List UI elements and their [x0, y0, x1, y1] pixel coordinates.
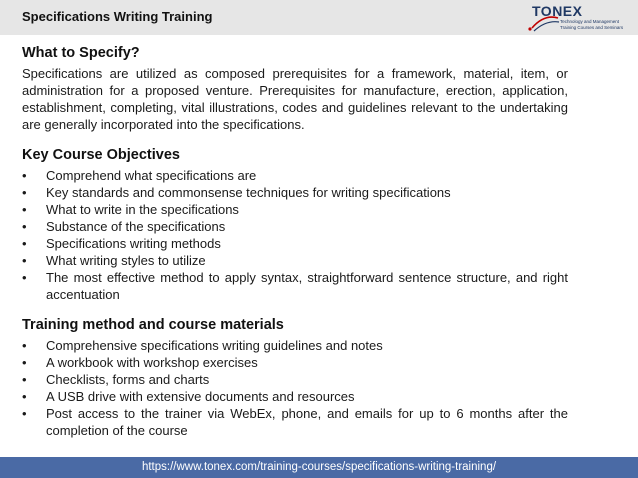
- list-item: [22, 371, 568, 388]
- section-body-what-to-specify: Specifications are utilized as composed prerequisites for a framework, material, item, or administration for a proposed venture. Prerequisites for manufacture, erection, application, establishment, completing, vital illustrations, codes and guidelines relevant to the undertaking are generally incorporated into the specifications.: [22, 66, 568, 132]
- list-item: [22, 218, 568, 235]
- list-item-text: Post access to the trainer via WebEx, phone, and emails for up to 6 months after the completion of the course: [46, 406, 568, 438]
- header-bar: [0, 0, 638, 35]
- section-heading-what-to-specify: What to Specify?: [22, 45, 140, 61]
- bullet-icon: •: [22, 270, 27, 285]
- objectives-list: [22, 167, 568, 303]
- list-item: [22, 167, 568, 184]
- list-item-text: Specifications writing methods: [46, 236, 221, 251]
- section-heading-materials: Training method and course materials: [22, 317, 284, 333]
- bullet-icon: •: [22, 338, 27, 353]
- logo-tagline-1: Technology and Management: [560, 19, 620, 24]
- bullet-icon: •: [22, 355, 27, 370]
- list-item: [22, 184, 568, 201]
- list-item: [22, 337, 568, 354]
- section-heading-objectives: Key Course Objectives: [22, 147, 180, 163]
- list-item-text: Checklists, forms and charts: [46, 372, 210, 387]
- list-item: [22, 354, 568, 371]
- logo-tagline-2: Training Courses and Seminars: [560, 25, 624, 30]
- logo-name: TONEX: [532, 3, 583, 19]
- bullet-icon: •: [22, 372, 27, 387]
- section-objectives: [22, 146, 568, 303]
- list-item: [22, 252, 568, 269]
- bullet-icon: •: [22, 168, 27, 183]
- list-item: [22, 405, 568, 439]
- bullet-icon: •: [22, 202, 27, 217]
- list-item-text: Substance of the specifications: [46, 219, 226, 234]
- list-item: [22, 269, 568, 303]
- page-title: Specifications Writing Training: [22, 9, 213, 24]
- list-item-text: Comprehend what specifications are: [46, 168, 257, 183]
- list-item-text: What to write in the specifications: [46, 202, 239, 217]
- bullet-icon: •: [22, 406, 27, 421]
- bullet-icon: •: [22, 389, 27, 404]
- list-item: [22, 235, 568, 252]
- list-item-text: The most effective method to apply syntax, straightforward sentence structure, and right accentuation: [46, 270, 568, 302]
- list-item-text: What writing styles to utilize: [46, 253, 206, 268]
- section-materials: [22, 316, 568, 439]
- section-what-to-specify: [22, 44, 568, 133]
- list-item-text: A workbook with workshop exercises: [46, 355, 258, 370]
- list-item: [22, 388, 568, 405]
- footer-bar: [0, 457, 638, 478]
- list-item-text: A USB drive with extensive documents and resources: [46, 389, 355, 404]
- tonex-logo[interactable]: [526, 2, 636, 34]
- list-item: [22, 201, 568, 218]
- bullet-icon: •: [22, 185, 27, 200]
- bullet-icon: •: [22, 219, 27, 234]
- footer-url-link[interactable]: https://www.tonex.com/training-courses/specifications-writing-training/: [141, 461, 497, 473]
- bullet-icon: •: [22, 236, 27, 251]
- list-item-text: Key standards and commonsense techniques for writing specifications: [46, 185, 451, 200]
- bullet-icon: •: [22, 253, 27, 268]
- materials-list: [22, 337, 568, 439]
- slide-content: [22, 44, 568, 439]
- list-item-text: Comprehensive specifications writing guidelines and notes: [46, 338, 383, 353]
